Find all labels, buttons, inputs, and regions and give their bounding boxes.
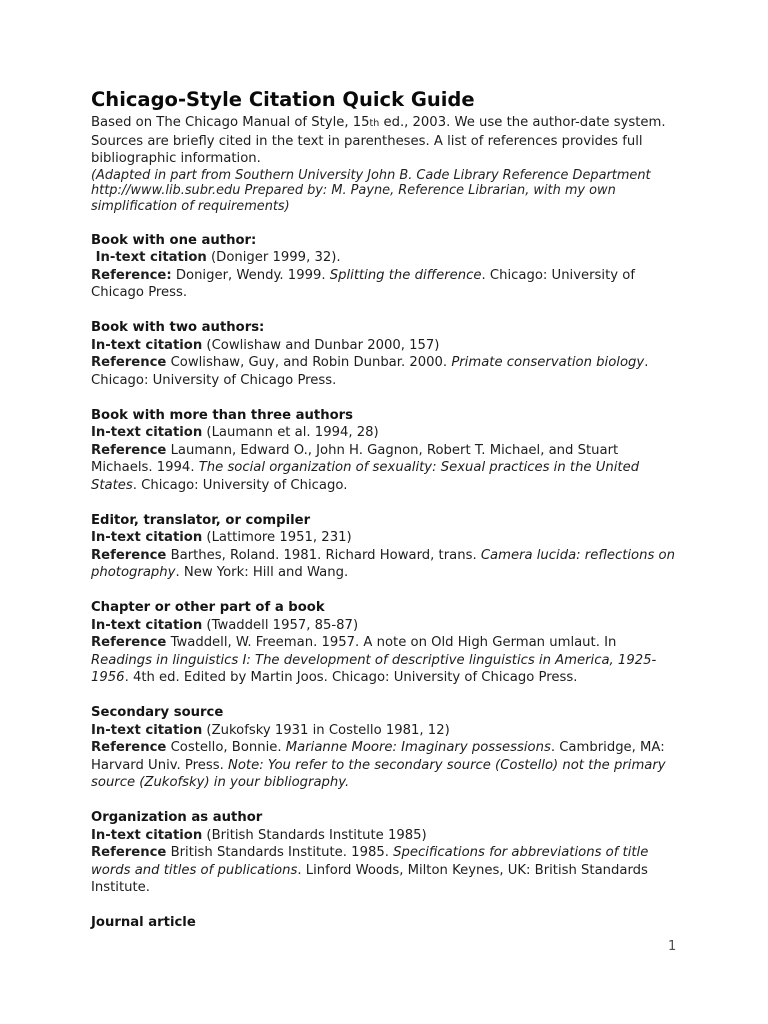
in-text-citation-line: In-text citation (Laumann et al. 1994, 28) bbox=[91, 425, 379, 440]
section-heading: Chapter or other part of a book bbox=[91, 600, 325, 615]
in-text-citation-line: In-text citation (Cowlishaw and Dunbar 2000, 157) bbox=[91, 337, 440, 353]
section-heading: Organization as author bbox=[91, 810, 263, 825]
citation-section bbox=[91, 407, 677, 495]
section-heading: Book with two authors: bbox=[91, 320, 265, 335]
in-text-citation-line: In-text citation (Zukofsky 1931 in Costello 1981, 12) bbox=[91, 722, 450, 738]
in-text-citation-line: In-text citation (Doniger 1999, 32). bbox=[91, 250, 341, 265]
citation-section bbox=[91, 809, 677, 897]
citation-section bbox=[91, 512, 680, 582]
section-heading: Book with more than three authors bbox=[91, 407, 353, 423]
in-text-citation-line: In-text citation (Lattimore 1951, 231) bbox=[91, 530, 352, 545]
citation-section bbox=[91, 704, 677, 792]
section-heading: Book with one author: bbox=[91, 232, 257, 248]
page-number: 1 bbox=[668, 939, 677, 954]
intro-paragraph: Based on The Chicago Manual of Style, 15th ed., 2003. We use the author-date system. Sources are briefly cited in the text in parentheses. A list of references provides full bibliographic information. bbox=[91, 115, 670, 166]
citation-section bbox=[91, 599, 677, 687]
reference-line: Reference British Standards Institute. 1985. Specifications for abbreviations of title words and titles of publications. Linford Woods, Milton Keynes, UK: British Standards Institute. bbox=[91, 845, 653, 895]
document-content bbox=[91, 88, 680, 932]
page-title: Chicago-Style Citation Quick Guide bbox=[91, 88, 475, 111]
citation-section bbox=[91, 232, 677, 302]
attribution-note: (Adapted in part from Southern University John B. Cade Library Reference Department http://www.lib.subr.edu Prepared by: M. Payne, Reference Librarian, with my own simplification of requirements) bbox=[91, 167, 655, 214]
citation-section bbox=[91, 319, 677, 389]
citation-sections bbox=[91, 232, 680, 932]
reference-line: Reference Laumann, Edward O., John H. Gagnon, Robert T. Michael, and Stuart Michaels. 1994. The social organization of sexuality: Sexual practices in the United States. Chicago: University of Chicago. bbox=[91, 442, 644, 493]
reference-line: Reference Cowlishaw, Guy, and Robin Dunbar. 2000. Primate conservation biology. Chicago: University of Chicago Press. bbox=[91, 355, 653, 388]
reference-line: Reference Twaddell, W. Freeman. 1957. A note on Old High German umlaut. In Readings in linguistics I: The development of descriptive linguistics in America, 1925-1956. 4th ed. Edited by Martin Joos. Chicago: University of Chicago Press. bbox=[91, 635, 657, 685]
section-heading: Editor, translator, or compiler bbox=[91, 512, 311, 528]
section-heading: Journal article bbox=[91, 915, 196, 930]
reference-line: Reference: Doniger, Wendy. 1999. Splitting the difference. Chicago: University of Chicago Press. bbox=[91, 267, 640, 300]
in-text-citation-line: In-text citation (British Standards Institute 1985) bbox=[91, 827, 427, 843]
in-text-citation-line: In-text citation (Twaddell 1957, 85-87) bbox=[91, 617, 359, 633]
citation-section bbox=[91, 914, 677, 932]
reference-line: Reference Costello, Bonnie. Marianne Moore: Imaginary possessions. Cambridge, MA: Harvard Univ. Press. Note: You refer to the secondary source (Costello) not the primary source (Zukofsky) in your bibliography. bbox=[91, 740, 670, 790]
reference-line: Reference Barthes, Roland. 1981. Richard Howard, trans. Camera lucida: reflections on photography. New York: Hill and Wang. bbox=[91, 547, 680, 580]
section-heading: Secondary source bbox=[91, 705, 224, 720]
